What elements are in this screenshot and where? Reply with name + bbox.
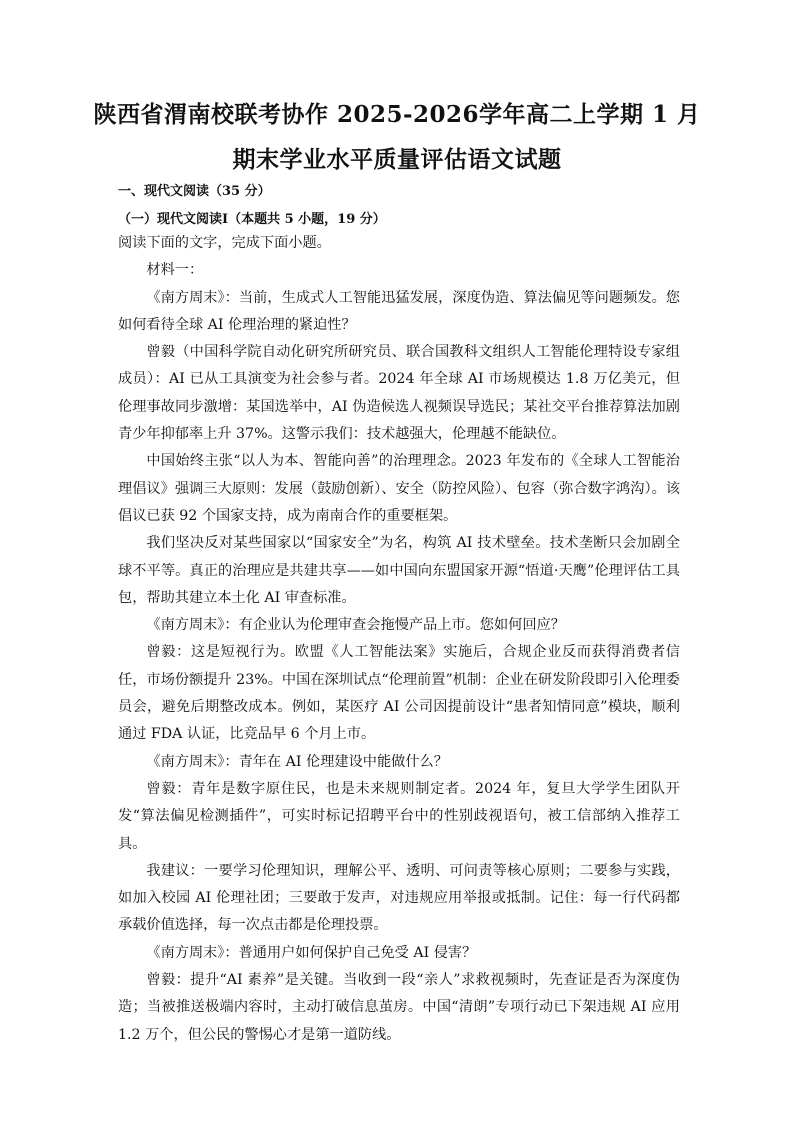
paragraph: 我们坚决反对某些国家以“国家安全”为名，构筑 AI 技术壁垒。技术垄断只会加剧全球不平等。真正的治理应是共建共享——如中国向东盟国家开源“悟道·天鹰”伦理评估工具包，帮助其建立本土化 AI 审查标准。: [118, 535, 680, 606]
paragraph: 曾毅（中国科学院自动化研究所研究员、联合国教科文组织人工智能伦理特设专家组成员）：AI 已从工具演变为社会参与者。2024 年全球 AI 市场规模达 1.8 万亿美元，但伦理事故同步激增：某国选举中，AI 伪造候选人视频误导选民；某社交平台推荐算法加剧青少年抑郁率上升 37%。这警示我们：技术越强大，伦理越不能缺位。: [118, 344, 680, 443]
paragraph: 曾毅：提升“AI 素养”是关键。当收到一段“亲人”求救视频时，先查证是否为深度伪造；当被推送极端内容时，主动打破信息茧房。中国“清朗”专项行动已下架违规 AI 应用 1.2 万个，但公民的警惕心才是第一道防线。: [118, 972, 680, 1043]
paragraph: 我建议：一要学习伦理知识，理解公平、透明、可问责等核心原则；二要参与实践，如加入校园 AI 伦理社团；三要敢于发声，对违规应用举报或抵制。记住：每一行代码都承载价值选择，每一次点击都是伦理投票。: [118, 862, 680, 934]
paragraph: 曾毅：青年是数字原住民，也是未来规则制定者。2024 年，复旦大学学生团队开发“算法偏见检测插件”，可实时标记招聘平台中的性别歧视语句，被工信部纳入推荐工具。: [118, 780, 680, 852]
document-title-line2: 期末学业水平质量评估语文试题: [232, 146, 562, 173]
section-heading: 一、现代文阅读（35 分）: [118, 184, 271, 199]
paragraph: 《南方周末》：普通用户如何保护自己免受 AI 侵害？: [146, 944, 477, 961]
instruction-text: 阅读下面的文字，完成下面小题。: [118, 235, 331, 251]
paragraph: 《南方周末》：当前，生成式人工智能迅猛发展，深度伪造、算法偏见等问题频发。您如何看待全球 AI 伦理治理的紧迫性？: [118, 289, 680, 333]
paragraph: 中国始终主张“以人为本、智能向善”的治理理念。2023 年发布的《全球人工智能治理倡议》强调三大原则：发展（鼓励创新）、安全（防控风险）、包容（弥合数字鸿沟）。该倡议已获 92 个国家支持，成为南南合作的重要框架。: [118, 453, 680, 524]
document-title-line1: 陕西省渭南校联考协作 2025-2026学年高二上学期 1 月: [93, 101, 701, 128]
reading-passage: [118, 230, 680, 1049]
paragraph: 《南方周末》：有企业认为伦理审查会拖慢产品上市。您如何回应？: [146, 617, 565, 634]
material-label: 材料一：: [146, 262, 204, 279]
paragraph: 曾毅：这是短视行为。欧盟《人工智能法案》实施后，合规企业反而获得消费者信任，市场份额提升 23%。中国在深圳试点“伦理前置”机制：企业在研发阶段即引入伦理委员会，避免后期整改成本。例如，某医疗 AI 公司因提前设计“患者知情同意”模块，顺利通过 FDA 认证，比竞品早 6 个月上市。: [118, 644, 680, 743]
subsection-heading: （一）现代文阅读Ⅰ（本题共 5 小题，19 分）: [118, 212, 386, 227]
paragraph: 《南方周末》：青年在 AI 伦理建设中能做什么？: [146, 753, 448, 770]
